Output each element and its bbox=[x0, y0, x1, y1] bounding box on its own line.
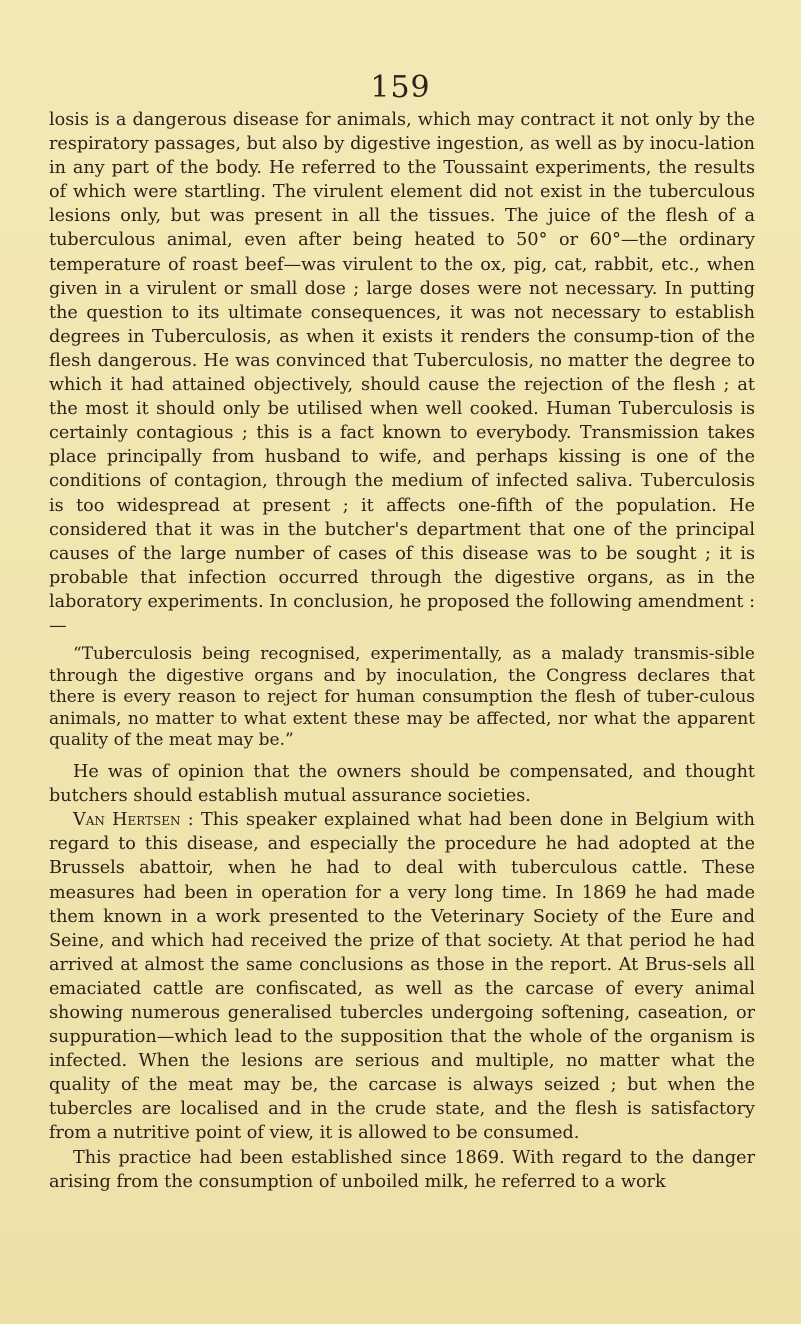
paragraph-van-hertsen bbox=[49, 808, 755, 1145]
speaker-text: : This speaker explained what had been done in Belgium with regard to this disease, and especially the procedure he had adopted at the Brussels abattoir, when he had to deal with tuberculous cattle. These measures had been in operation for a very long time. In 1869 he had made them known in a work presented to the Veterinary Society of the Eure and Seine, and which had received the prize of that society. At that period he had arrived at almost the same conclusions as those in the report. At Brus-sels all emaciated cattle are confiscated, as well as the carcase of every animal showing numerous generalised tubercles undergoing softening, caseation, or suppuration—which lead to the supposition that the whole of the organism is infected. When the lesions are serious and multiple, no matter what the quality of the meat may be, the carcase is always seized ; but when the tubercles are localised and in the crude state, and the flesh is satisfactory from a nutritive point of view, it is allowed to be consumed. bbox=[49, 810, 755, 1144]
amendment-quote: “Tuberculosis being recognised, experimentally, as a malady transmis-sible through the digestive organs and by inoculation, the Congress declares that there is every reason to reject for human consumption the flesh of tuber-culous animals, no matter to what extent these may be affected, nor what the apparent quality of the meat may be.” bbox=[49, 644, 755, 751]
page-number: 159 bbox=[370, 70, 431, 105]
paragraph-compensation: He was of opinion that the owners should be compensated, and thought butchers should establish mutual assurance societies. bbox=[49, 762, 755, 807]
body-text bbox=[49, 108, 755, 1194]
speaker-name: Van Hertsen bbox=[73, 810, 181, 831]
paragraph-final: This practice had been established since 1869. With regard to the danger arising from the consumption of unboiled milk, he referred to a work bbox=[49, 1147, 755, 1192]
paragraph-continued: losis is a dangerous disease for animals, which may contract it not only by the respiratory passages, but also by digestive ingestion, as well as by inocu-lation in any part of the body. He referred to the Toussaint experiments, the results of which were startling. The virulent element did not exist in the tuberculous lesions only, but was present in all the tissues. The juice of the flesh of a tuberculous animal, even after being heated to 50° or 60°—the ordinary temperature of roast beef—was virulent to the ox, pig, cat, rabbit, etc., when given in a virulent or small dose ; large doses were not necessary. In putting the question to its ultimate consequences, it was not necessary to establish degrees in Tuberculosis, as when it exists it renders the consump-tion of the flesh dangerous. He was convinced that Tuberculosis, no matter the degree to which it had attained objectively, should cause the rejection of the flesh ; at the most it should only be utilised when well cooked. Human Tuberculosis is certainly contagious ; this is a fact known to everybody. Transmission takes place principally from husband to wife, and perhaps kissing is one of the conditions of contagion, through the medium of infected saliva. Tuberculosis is too widespread at present ; it affects one-fifth of the population. He considered that it was in the butcher's department that one of the principal causes of the large number of cases of this disease was to be sought ; it is probable that infection occurred through the digestive organs, as in the laboratory experiments. In conclusion, he proposed the following amendment :— bbox=[49, 110, 755, 636]
